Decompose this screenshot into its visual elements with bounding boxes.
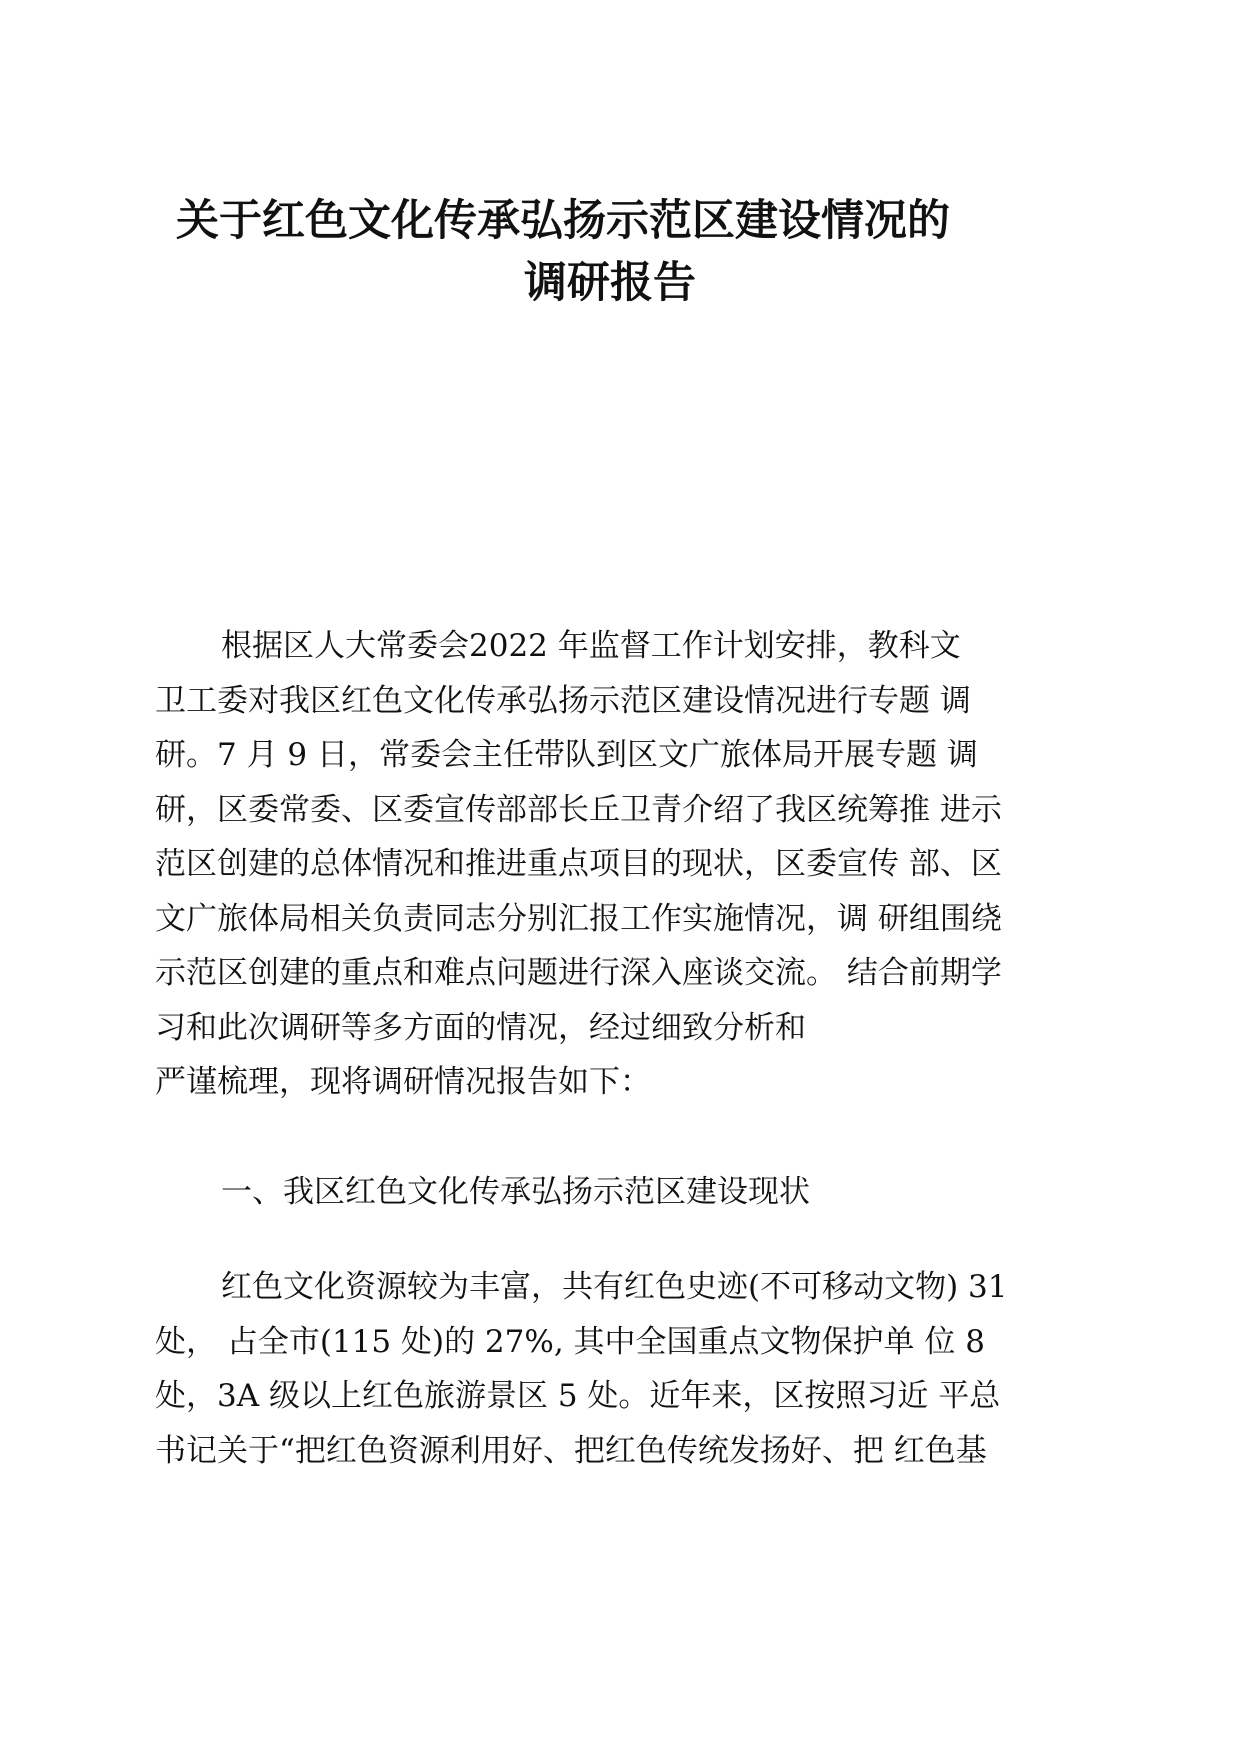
paragraph-line: 习和此次调研等多方面的情况，经过细致分析和 [155, 1009, 806, 1046]
paragraph-line: 处，3A 级以上红色旅游景区 5 处。近年来，区按照习近 平总 [155, 1378, 1001, 1414]
paragraph-line: 严谨梳理，现将调研情况报告如下： [155, 1064, 651, 1100]
paragraph-line: 示范区创建的重点和难点问题进行深入座谈交流。 结合前期学 [155, 955, 1002, 991]
paragraph-line: 范区创建的总体情况和推进重点项目的现状，区委宣传 部、区 [155, 846, 1002, 882]
paragraph-line: 文广旅体局相关负责同志分别汇报工作实施情况，调 研组围绕 [155, 900, 1002, 937]
paragraph-line: 研，区委常委、区委宣传部部长丘卫青介绍了我区统筹推 进示 [155, 791, 1002, 828]
section-heading-text: 一、我区红色文化传承弘扬示范区建设现状 [221, 1174, 810, 1210]
paragraph-line: 书记关于“把红色资源利用好、把红色传统发扬好、把 红色基 [155, 1432, 987, 1469]
document-title [120, 190, 1020, 314]
paragraph-line: 处， 占全市(115 处)的 27%, 其中全国重点文物保护单 位 8 [155, 1323, 985, 1360]
title-line-2: 调研报告 [524, 258, 696, 308]
section-paragraph [155, 1260, 1075, 1478]
paragraph-line: 根据区人大常委会2022 年监督工作计划安排，教科文 [221, 628, 961, 664]
intro-paragraph [155, 619, 1075, 1110]
title-line-1: 关于红色文化传承弘扬示范区建设情况的 [176, 196, 950, 246]
paragraph-line: 红色文化资源较为丰富，共有红色史迹(不可移动文物) 31 [221, 1269, 1008, 1305]
paragraph-line: 研。7 月 9 日，常委会主任带队到区文广旅体局开展专题 调 [155, 737, 978, 773]
section-heading [155, 1165, 1075, 1220]
paragraph-line: 卫工委对我区红色文化传承弘扬示范区建设情况进行专题 调 [155, 682, 971, 719]
